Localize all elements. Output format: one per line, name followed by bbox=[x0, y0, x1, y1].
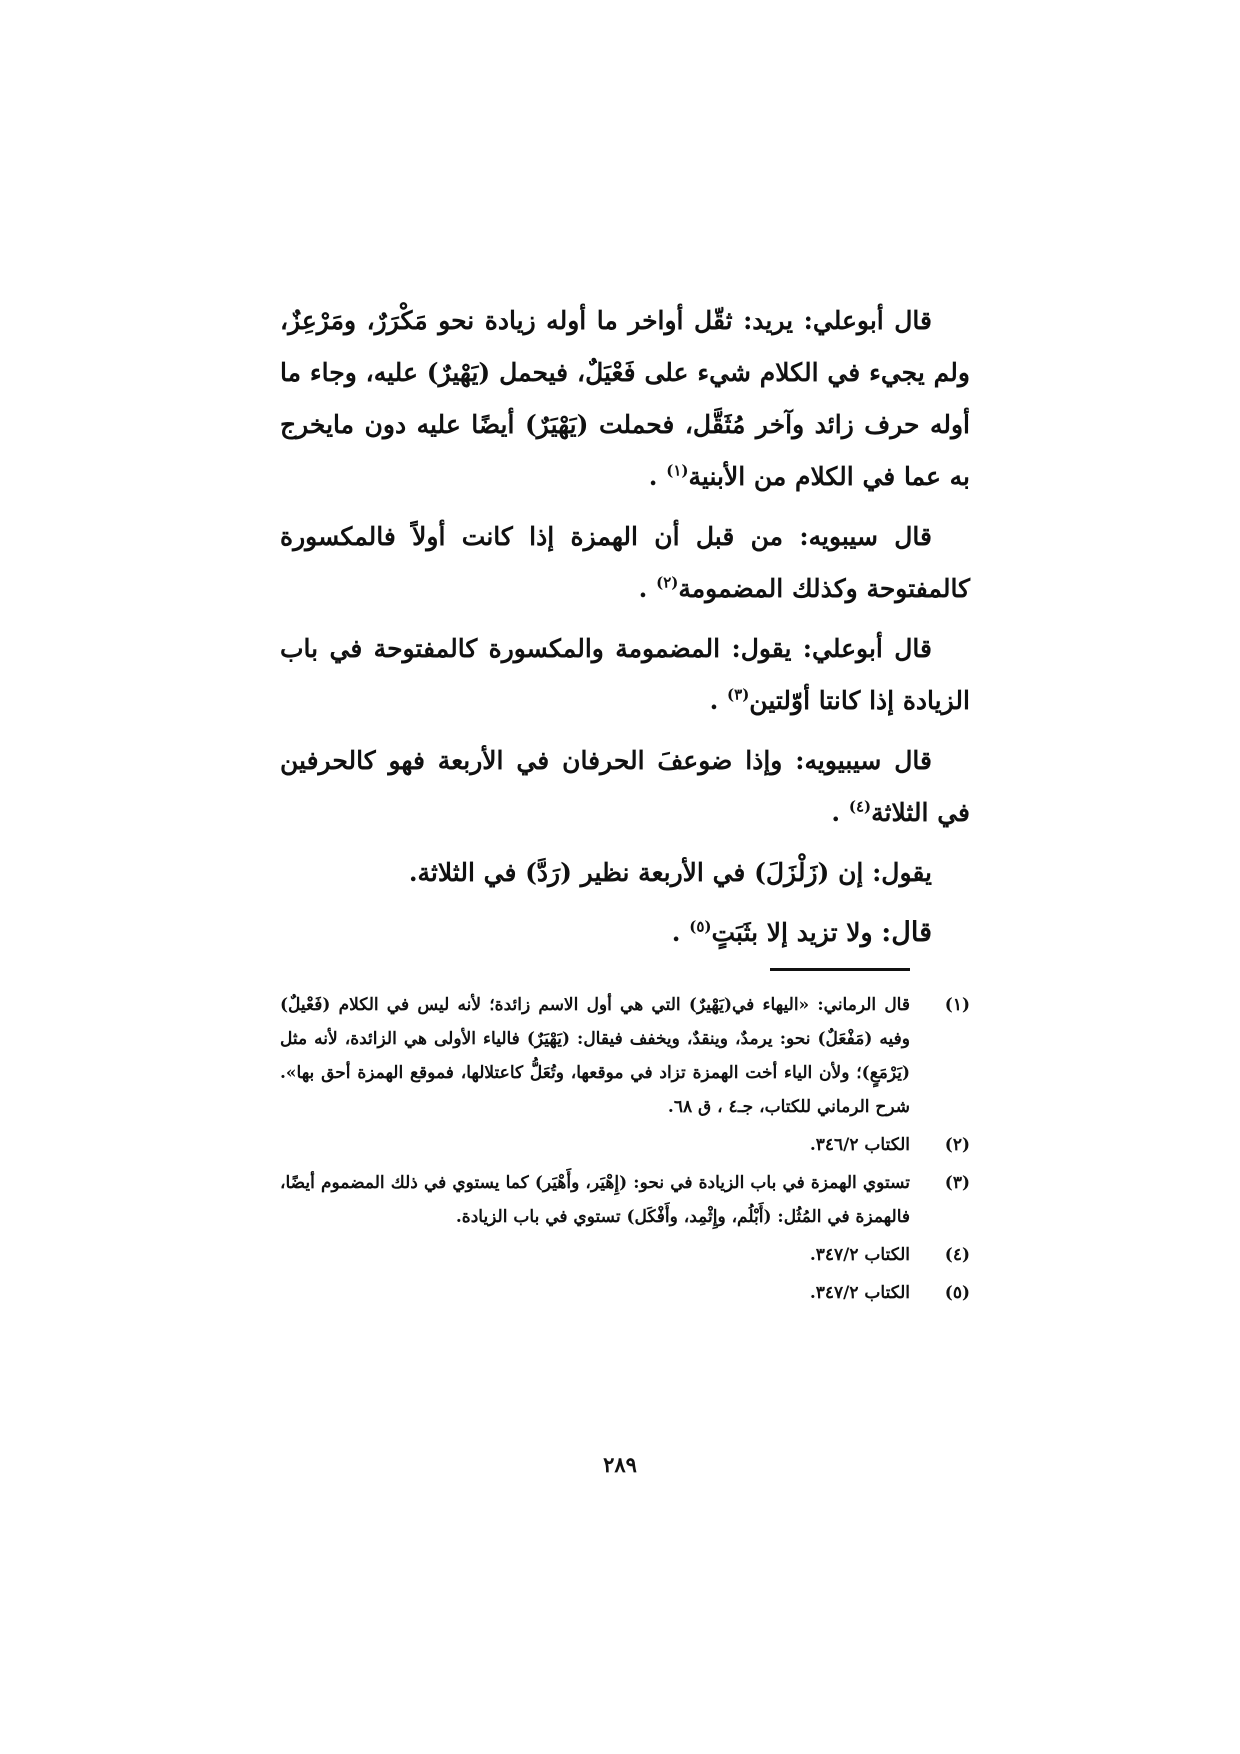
footnote-divider bbox=[770, 968, 910, 971]
footnotes bbox=[280, 988, 970, 1314]
footnote-4 bbox=[280, 1238, 970, 1272]
page-number: ٢٨٩ bbox=[603, 1452, 637, 1477]
footnote-number: (٢) bbox=[944, 1135, 970, 1155]
footnote-ref-3[interactable]: (٣) bbox=[727, 685, 750, 704]
paragraph-4-text: قال سيبيويه: وإذا ضوعفَ الحرفان في الأربعة فهو كالحرفين في الثلاثة bbox=[280, 746, 970, 827]
footnote-text: الكتاب ٣٤٦/٢. bbox=[809, 1135, 910, 1155]
footnote-text: قال الرماني: «اليهاء في(يَهْيرٌ) التي هي أول الاسم زائدة؛ لأنه ليس في الكلام (فَعْيلٌ) وفيه (مَفْعَلٌ) نحو: يرمدٌ، وينقدٌ، ويخفف فيقال: (يَهْيَرٌ) فالياء الأولى هي الزائدة، لأنه مثل (يَرْمَعٍ)؛ ولأن الياء أخت الهمزة تزاد في موقعها، وتُعَلُّ كاعتلالها، فموقع الهمزة أحق بها». شرح الرماني للكتاب، جـ٤ ، ق ٦٨. bbox=[280, 995, 910, 1117]
footnote-number: (٥) bbox=[944, 1283, 970, 1303]
footnote-text: الكتاب ٣٤٧/٢. bbox=[809, 1245, 910, 1265]
paragraph-2 bbox=[280, 511, 970, 615]
footnote-5 bbox=[280, 1276, 970, 1310]
footnote-text: تستوي الهمزة في باب الزيادة في نحو: (إِهْيَر، وأَهْيَر) كما يستوي في ذلك المضموم أيضًا، فالهمزة في المُثُل: (أَبْلُم، وإِثْمِد، وأَفْكَل) تستوي في باب الزيادة. bbox=[280, 1173, 910, 1227]
footnote-ref-5[interactable]: (٥) bbox=[689, 917, 712, 936]
footnote-ref-4[interactable]: (٤) bbox=[848, 797, 872, 816]
paragraph-2-text: قال سيبويه: من قبل أن الهمزة إذا كانت أولاً فالمكسورة كالمفتوحة وكذلك المضمومة bbox=[280, 522, 970, 603]
paragraph-6-lead: قال: bbox=[881, 917, 932, 948]
footnote-3 bbox=[280, 1166, 970, 1234]
paragraph-5-text: يقول: إن (زَلْزَلَ) في الأربعة نظير (رَدَّ) في الثلاثة. bbox=[408, 858, 932, 887]
paragraph-1-end: . bbox=[648, 462, 658, 491]
paragraph-2-end: . bbox=[638, 574, 648, 603]
paragraph-5 bbox=[280, 847, 970, 899]
paragraph-6 bbox=[280, 907, 970, 959]
paragraph-3-end: . bbox=[709, 686, 719, 715]
paragraph-1 bbox=[280, 295, 970, 503]
main-text bbox=[280, 295, 970, 967]
footnote-2 bbox=[280, 1128, 970, 1162]
paragraph-3 bbox=[280, 623, 970, 727]
footnote-text: الكتاب ٣٤٧/٢. bbox=[809, 1283, 910, 1303]
paragraph-6-end: . bbox=[671, 918, 681, 947]
paragraph-1-text: قال أبوعلي: يريد: ثقّل أواخر ما أوله زيادة نحو مَكْرَرٌ، ومَرْعِزٌ، ولم يجيء في الكلام شيء على فَعْيَلٌ، فيحمل (يَهْيرٌ) عليه، وجاء ما أوله حرف زائد وآخر مُثَقَّل، فحملت (يَهْيَرٌ) أيضًا عليه دون مايخرج به عما في الكلام من الأبنية bbox=[280, 306, 970, 491]
footnote-1 bbox=[280, 988, 970, 1124]
footnote-number: (٤) bbox=[944, 1245, 970, 1265]
footnote-ref-1[interactable]: (١) bbox=[666, 461, 689, 480]
footnote-number: (٣) bbox=[944, 1173, 970, 1193]
paragraph-4 bbox=[280, 735, 970, 839]
footnote-ref-2[interactable]: (٢) bbox=[656, 573, 679, 592]
paragraph-6-text: ولا تزيد إلا بثَبَتٍ bbox=[711, 918, 873, 947]
paragraph-4-end: . bbox=[831, 798, 841, 827]
paragraph-3-text: قال أبوعلي: يقول: المضمومة والمكسورة كالمفتوحة في باب الزيادة إذا كانتا أوّلتين bbox=[280, 634, 970, 715]
footnote-number: (١) bbox=[944, 995, 970, 1015]
